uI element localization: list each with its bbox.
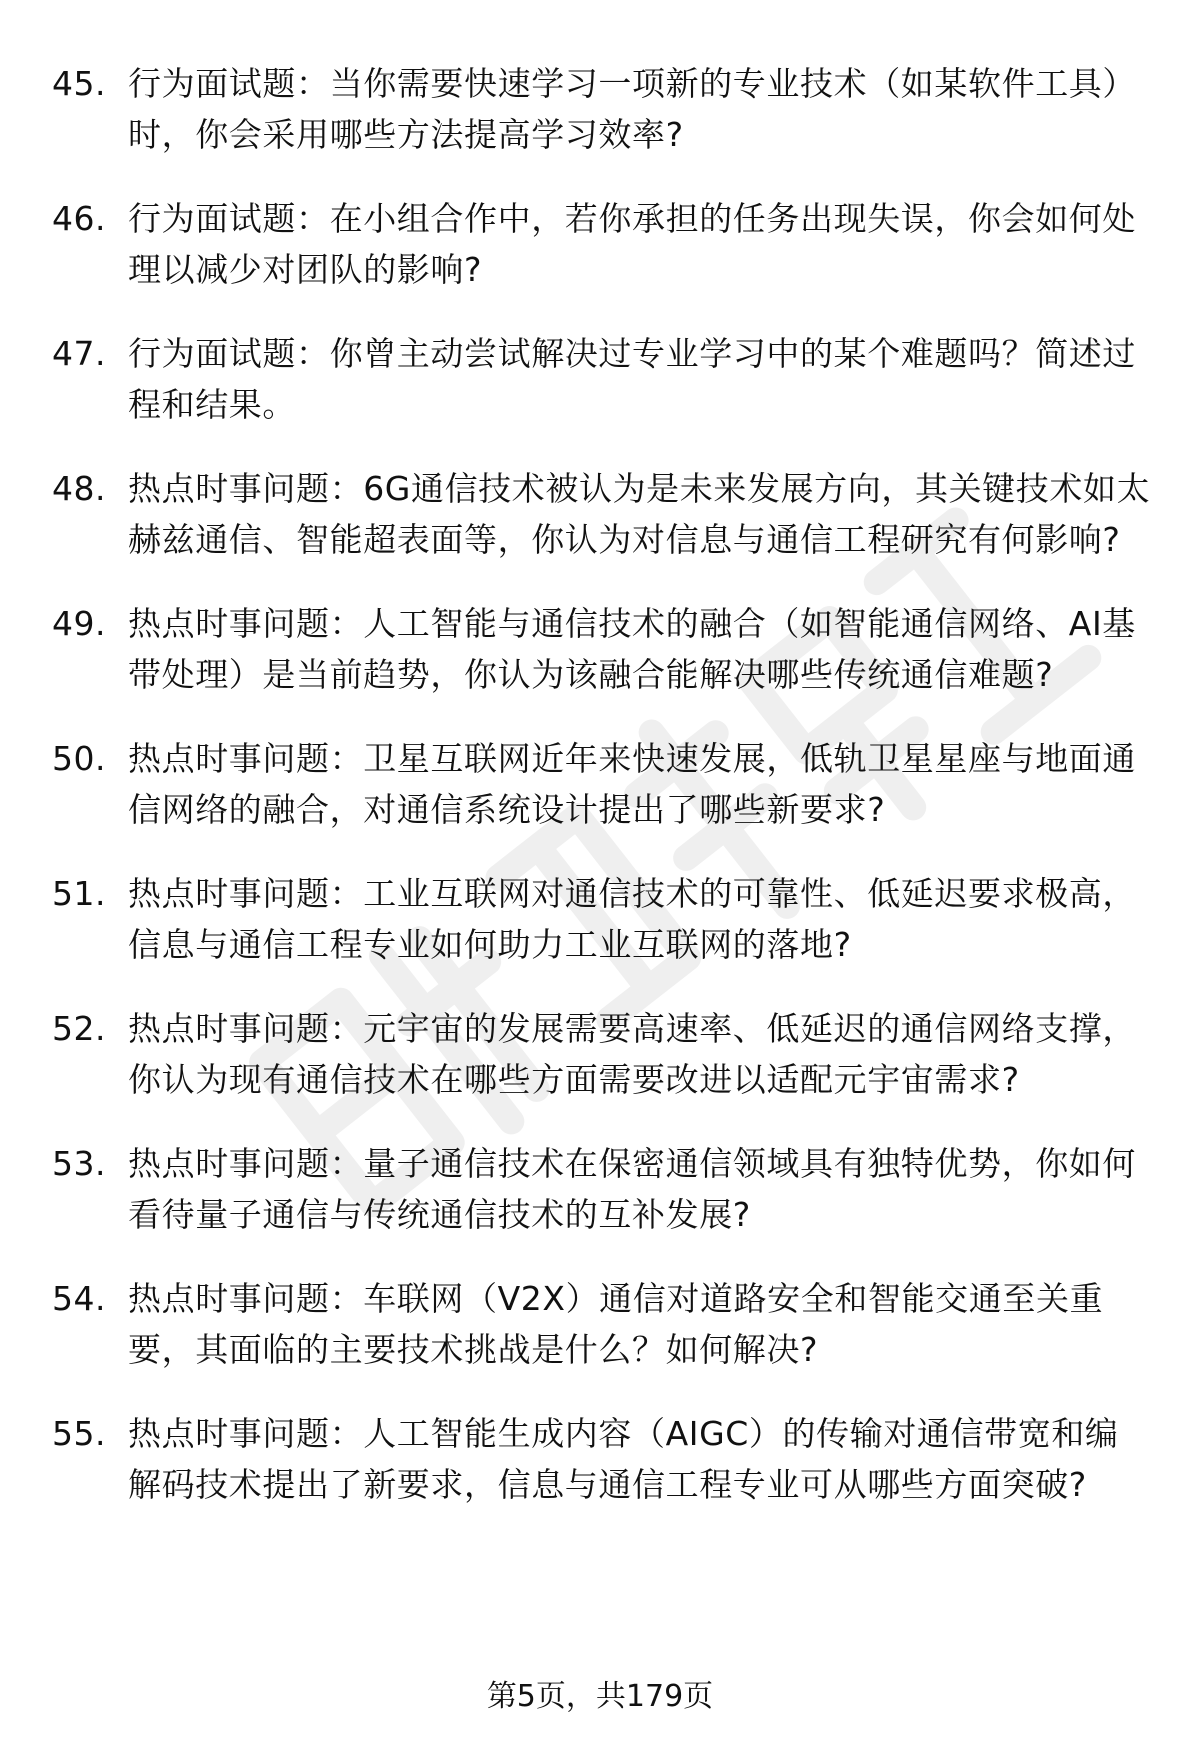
question-number: 49. bbox=[52, 604, 106, 643]
question-number: 52. bbox=[52, 1009, 106, 1048]
question-text: 行为面试题：在小组合作中，若你承担的任务出现失误，你会如何处理以减少对团队的影响? bbox=[128, 199, 1136, 289]
question-number: 47. bbox=[52, 334, 106, 373]
question-text: 热点时事问题：工业互联网对通信技术的可靠性、低延迟要求极高，信息与通信工程专业如何助力工业互联网的落地? bbox=[128, 874, 1136, 964]
question-item bbox=[52, 733, 1152, 835]
question-text: 热点时事问题：量子通信技术在保密通信领域具有独特优势，你如何看待量子通信与传统通信技术的互补发展? bbox=[128, 1144, 1136, 1234]
question-number: 53. bbox=[52, 1144, 106, 1183]
question-text: 行为面试题：你曾主动尝试解决过专业学习中的某个难题吗？简述过程和结果。 bbox=[128, 334, 1136, 424]
question-item bbox=[52, 58, 1152, 160]
question-number: 51. bbox=[52, 874, 106, 913]
question-list bbox=[52, 58, 1152, 1543]
question-item bbox=[52, 598, 1152, 700]
question-text: 热点时事问题：人工智能与通信技术的融合（如智能通信网络、AI基带处理）是当前趋势，你认为该融合能解决哪些传统通信难题? bbox=[128, 604, 1136, 694]
question-item bbox=[52, 1408, 1152, 1510]
question-item bbox=[52, 1138, 1152, 1240]
question-item bbox=[52, 1003, 1152, 1105]
question-number: 50. bbox=[52, 739, 106, 778]
question-text: 热点时事问题：车联网（V2X）通信对道路安全和智能交通至关重要，其面临的主要技术挑战是什么？如何解决? bbox=[128, 1279, 1104, 1369]
question-item bbox=[52, 1273, 1152, 1375]
question-number: 46. bbox=[52, 199, 106, 238]
question-number: 54. bbox=[52, 1279, 106, 1318]
page-number-label: 第5页，共179页 bbox=[486, 1679, 714, 1714]
question-text: 热点时事问题：卫星互联网近年来快速发展，低轨卫星星座与地面通信网络的融合，对通信系统设计提出了哪些新要求? bbox=[128, 739, 1136, 829]
question-number: 45. bbox=[52, 64, 106, 103]
question-item bbox=[52, 193, 1152, 295]
question-number: 55. bbox=[52, 1414, 106, 1453]
question-text: 行为面试题：当你需要快速学习一项新的专业技术（如某软件工具）时，你会采用哪些方法提高学习效率? bbox=[128, 64, 1136, 154]
question-item bbox=[52, 328, 1152, 430]
page-footer bbox=[0, 1677, 1200, 1717]
question-number: 48. bbox=[52, 469, 106, 508]
question-text: 热点时事问题：元宇宙的发展需要高速率、低延迟的通信网络支撑，你认为现有通信技术在哪些方面需要改进以适配元宇宙需求? bbox=[128, 1009, 1136, 1099]
question-text: 热点时事问题：人工智能生成内容（AIGC）的传输对通信带宽和编解码技术提出了新要求，信息与通信工程专业可从哪些方面突破? bbox=[128, 1414, 1119, 1504]
question-item bbox=[52, 868, 1152, 970]
question-text: 热点时事问题：6G通信技术被认为是未来发展方向，其关键技术如太赫兹通信、智能超表面等，你认为对信息与通信工程研究有何影响? bbox=[128, 469, 1151, 559]
question-item bbox=[52, 463, 1152, 565]
